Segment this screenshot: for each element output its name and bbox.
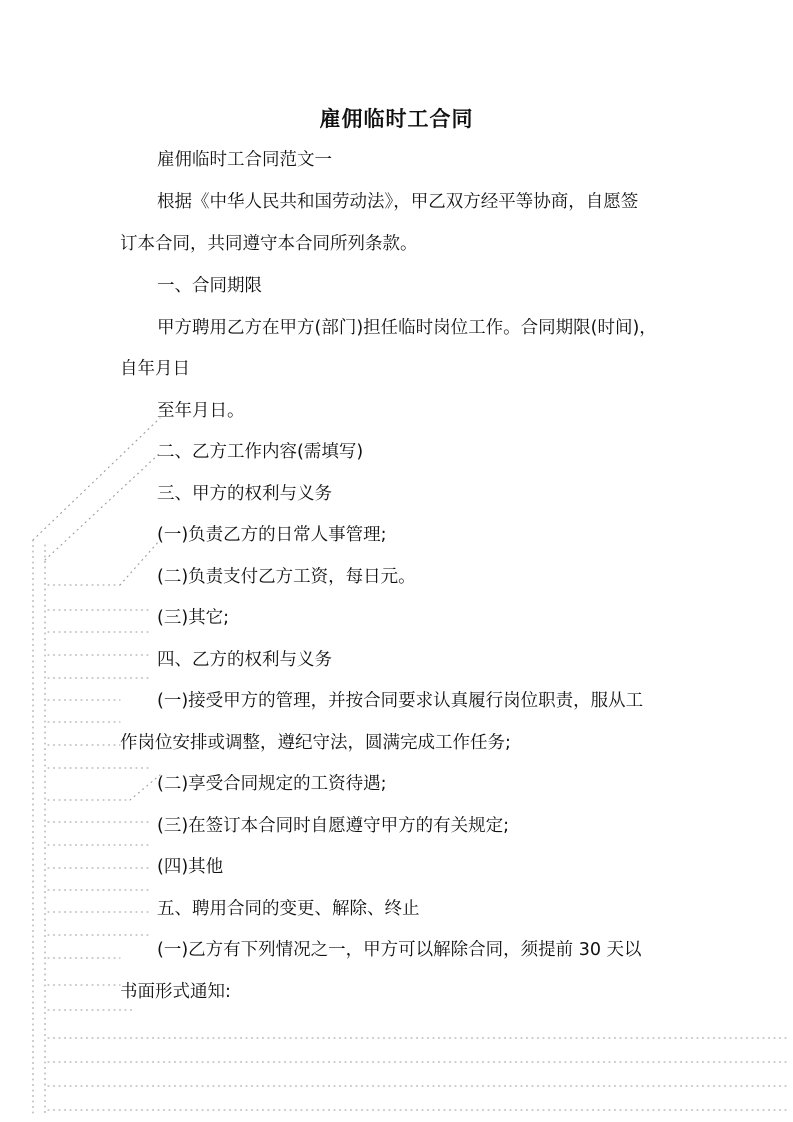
section-heading: 五、聘用合同的变更、解除、终止 — [157, 899, 420, 919]
paragraph-line: 甲方聘用乙方在甲方(部门)担任临时岗位工作。合同期限(时间)， — [157, 318, 657, 338]
list-item: (三)其它; — [157, 608, 230, 628]
paragraph-line: 至年月日。 — [157, 401, 245, 421]
section-heading: 四、乙方的权利与义务 — [157, 650, 332, 670]
paragraph-line: 自年月日 — [120, 359, 190, 379]
list-item: (二)享受合同规定的工资待遇; — [157, 774, 387, 794]
paragraph-line: 根据《中华人民共和国劳动法》，甲乙双方经平等协商，自愿签 — [157, 192, 639, 212]
list-item-continued: 作岗位安排或调整，遵纪守法，圆满完成工作任务; — [120, 733, 511, 753]
list-item: (一)负责乙方的日常人事管理; — [157, 525, 387, 545]
section-heading: 三、甲方的权利与义务 — [157, 484, 332, 504]
list-item: (三)在签订本合同时自愿遵守甲方的有关规定; — [157, 816, 510, 836]
section-heading: 一、合同期限 — [157, 276, 262, 296]
list-item-continued: 书面形式通知: — [120, 982, 231, 1002]
list-item: (四)其他 — [157, 857, 224, 877]
document-title: 雇佣临时工合同 — [319, 107, 474, 131]
section-heading: 二、乙方工作内容(需填写) — [157, 442, 364, 462]
subtitle-line: 雇佣临时工合同范文一 — [157, 150, 332, 170]
list-item: (一)乙方有下列情况之一，甲方可以解除合同，须提前 30 天以 — [157, 940, 642, 960]
paragraph-line: 订本合同，共同遵守本合同所列条款。 — [120, 234, 418, 254]
list-item: (一)接受甲方的管理，并按合同要求认真履行岗位职责，服从工 — [157, 691, 644, 711]
list-item: (二)负责支付乙方工资，每日元。 — [157, 567, 416, 587]
